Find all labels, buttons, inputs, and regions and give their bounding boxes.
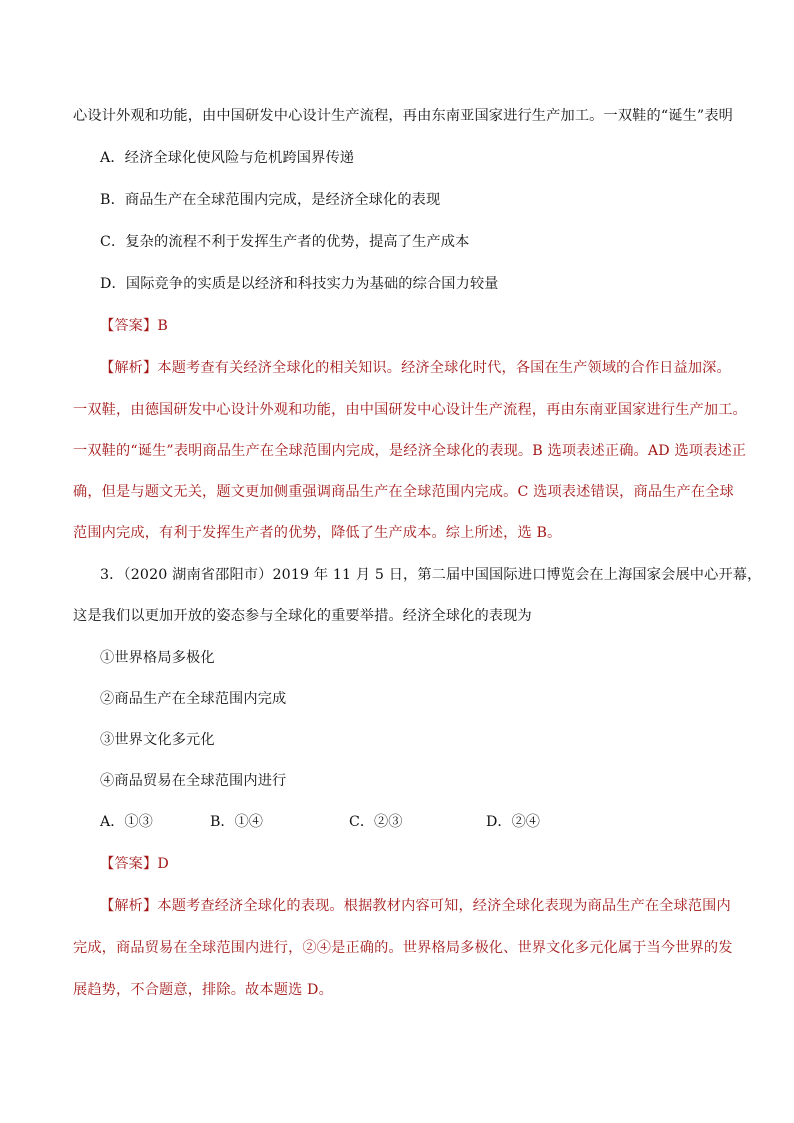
answer-label: 【答案】B: [100, 318, 168, 334]
question-stem-continuation: 心设计外观和功能，由中国研发中心设计生产流程，再由东南亚国家进行生产加工。一双鞋的“诞生”表明: [73, 108, 733, 124]
analysis-line: 展趋势，不合题意，排除。故本题选 D。: [73, 982, 333, 998]
choice-a: A．①③: [100, 814, 153, 830]
analysis-line: 完成，商品贸易在全球范围内进行，②④是正确的。世界格局多极化、世界文化多元化属于当今世界的发: [73, 940, 733, 956]
answer-label: 【答案】D: [100, 856, 169, 872]
choice-row: [100, 812, 720, 832]
list-item: ②商品生产在全球范围内完成: [100, 691, 287, 707]
choice-c: C．②③: [349, 814, 403, 830]
analysis-line: 【解析】本题考查有关经济全球化的相关知识。经济全球化时代，各国在生产领域的合作日益加深。: [100, 360, 731, 376]
analysis-line: 确，但是与题文无关，题文更加侧重强调商品生产在全球范围内完成。C 选项表述错误，商品生产在全球: [73, 484, 734, 500]
option-c: C．复杂的流程不利于发挥生产者的优势，提高了生产成本: [100, 234, 470, 250]
question-3-stem-continued: 这是我们以更加开放的姿态参与全球化的重要举措。经济全球化的表现为: [73, 608, 532, 624]
choice-d: D．②④: [486, 814, 540, 830]
question-3-stem: 3．（2020 湖南省邵阳市）2019 年 11 月 5 日，第二届中国国际进口博览会在上海国家会展中心开幕，: [100, 567, 762, 583]
option-a: A．经济全球化使风险与危机跨国界传递: [100, 150, 355, 166]
list-item: ③世界文化多元化: [100, 732, 215, 748]
choice-b: B．①④: [210, 814, 263, 830]
analysis-line: 一双鞋的“诞生”表明商品生产在全球范围内完成，是经济全球化的表现。B 选项表述正确。AD 选项表述正: [73, 443, 747, 459]
option-d: D．国际竞争的实质是以经济和科技实力为基础的综合国力较量: [100, 276, 499, 292]
list-item: ④商品贸易在全球范围内进行: [100, 773, 287, 789]
analysis-line: 一双鞋，由德国研发中心设计外观和功能，由中国研发中心设计生产流程，再由东南亚国家进行生产加工。: [73, 402, 747, 418]
analysis-line: 【解析】本题考查经济全球化的表现。根据教材内容可知，经济全球化表现为商品生产在全球范围内: [100, 898, 731, 914]
list-item: ①世界格局多极化: [100, 650, 215, 666]
option-b: B．商品生产在全球范围内完成，是经济全球化的表现: [100, 192, 441, 208]
analysis-line: 范围内完成，有利于发挥生产者的优势，降低了生产成本。综上所述，选 B。: [73, 525, 562, 541]
